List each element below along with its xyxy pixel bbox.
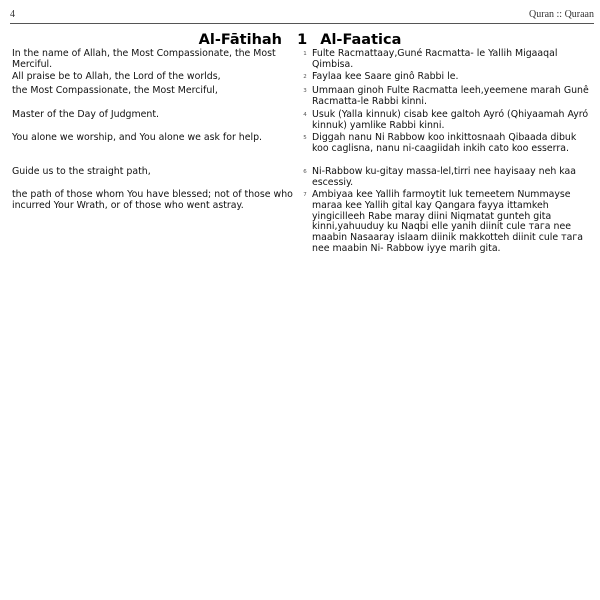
chapter-name-english: Al-Fātihah — [198, 32, 283, 48]
verse-afar: Faylaa kee Saare ginô Rabbi le. — [312, 71, 459, 82]
verse-afar: Ambiyaa kee Yallih farmoytit luk temeetem Nummayse maraa kee Yallih gital kay Qangara fayya ittamkeh yingicilleeh Rabe maray diini Niqmatat gunteh gita kinni,yahuuduy ku Naqbi elle yanih diinit cule тага nee maabin Nasaaray islaam diinik makkotteh diinit cule тага nee maabin Ni- Rabbow iyye marih gita. — [312, 189, 584, 254]
verse-english: In the name of Allah, the Most Compassionate, the Most Merciful. — [12, 48, 276, 70]
verse-number: 2 — [303, 74, 307, 80]
verse-english: Master of the Day of Judgment. — [12, 109, 159, 120]
verse-afar: Ni-Rabbow ku-gitay massa-lel,tirri nee hayisaay neh kaa escessiy. — [312, 166, 577, 188]
verse-afar: Fulte Racmattaay,Guné Racmatta- le Yallih Migaaqal Qimbisa. — [312, 48, 558, 70]
verse-english: All praise be to Allah, the Lord of the worlds, — [12, 71, 221, 82]
verse-afar: Diggah nanu Ni Rabbow koo inkittosnaah Qibaada dibuk koo caglisna, nanu ni-caagiidah inkih cato koo esserra. — [312, 132, 577, 154]
running-header-title: Quran :: Quraan — [529, 9, 594, 20]
header-divider — [10, 23, 594, 24]
page-number: 4 — [10, 9, 15, 20]
verse-afar: Usuk (Yalla kinnuk) cisab kee galtoh Ayró (Qhiyaamah Ayró kinnuk) yamlike Rabbi kinni. — [312, 109, 589, 131]
verse-number: 7 — [303, 192, 307, 198]
verse-number: 5 — [303, 135, 307, 141]
verse-number: 1 — [303, 51, 307, 57]
verse-afar: Ummaan ginoh Fulte Racmatta leeh,yeemene marah Gunê Racmatta-le Rabbi kinni. — [312, 85, 589, 107]
verse-number: 6 — [303, 169, 307, 175]
verse-english: the Most Compassionate, the Most Merciful, — [12, 85, 218, 96]
verse-english: Guide us to the straight path, — [12, 166, 151, 177]
running-header — [10, 9, 594, 23]
chapter-number: 1 — [297, 32, 308, 48]
verse-number: 4 — [303, 112, 307, 118]
chapter-title — [0, 32, 600, 48]
verse-english: You alone we worship, and You alone we ask for help. — [12, 132, 263, 143]
verse-english: the path of those whom You have blessed; not of those who incurred Your Wrath, or of those who went astray. — [12, 189, 293, 211]
verse-number: 3 — [303, 88, 307, 94]
chapter-name-afar: Al-Faatica — [320, 32, 402, 48]
